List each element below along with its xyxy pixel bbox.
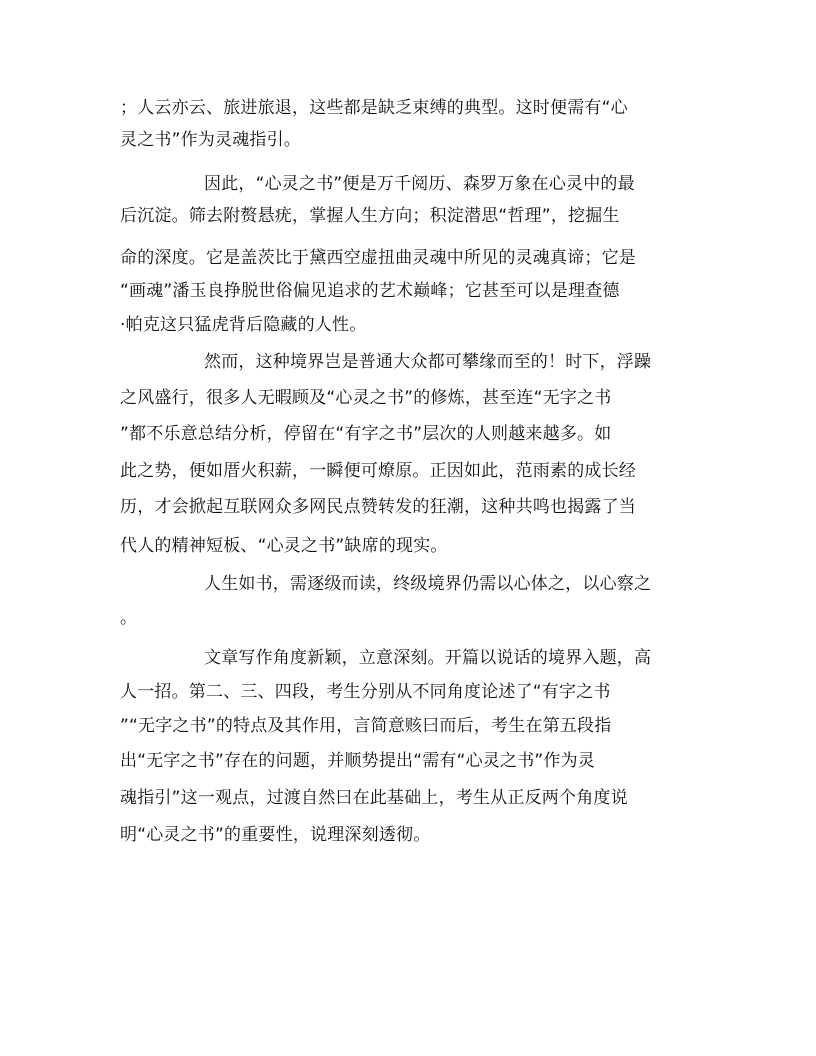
text-line: 代人的精神短板、“心灵之书”缺席的现实。: [120, 536, 448, 556]
text-line: 灵之书”作为灵魂指引。: [120, 130, 302, 150]
text-line: ”都不乐意总结分析，停留在“有字之书”层次的人则越来越多。如: [120, 424, 612, 444]
text-line: 。: [120, 608, 138, 628]
text-line: 历，才会掀起互联网众多网民点赞转发的狂潮，这种共鸣也揭露了当: [120, 497, 636, 517]
text-line: 后沉淀。筛去附赘悬疣，掌握人生方向；积淀潜思“哲理”，挖掘生: [120, 206, 620, 226]
text-line: 出“无字之书”存在的问题，并顺势提出“需有“心灵之书”作为灵: [120, 751, 596, 771]
text-line: 魂指引”这一观点，过渡自然曰在此基础上，考生从正反两个角度说: [120, 788, 628, 808]
text-line: 此之势，便如厝火积薪，一瞬便可燎原。正因如此，范雨素的成长经: [120, 461, 636, 481]
text-line: 人一招。第二、三、四段，考生分别从不同角度论述了“有字之书: [120, 682, 611, 702]
text-line: 因此，“心灵之书”便是万千阅历、森罗万象在心灵中的最: [204, 174, 635, 194]
text-line: 文章写作角度新颖，立意深刻。开篇以说话的境界入题，高: [204, 648, 652, 668]
text-line: 明“心灵之书”的重要性，说理深刻透彻。: [120, 825, 431, 845]
text-line: 命的深度。它是盖茨比于黛西空虚扭曲灵魂中所见的灵魂真谛；它是: [120, 248, 636, 268]
text-line: “画魂”潘玉良挣脱世俗偏见追求的艺术巅峰；它甚至可以是理查德: [120, 281, 620, 301]
text-line: ”“无字之书”的特点及其作用，言简意赅曰而后，考生在第五段指: [120, 716, 612, 736]
text-line: 之风盛行，很多人无暇顾及“心灵之书”的修炼，甚至连“无字之书: [120, 388, 612, 408]
text-line: 人生如书，需逐级而读，终级境界仍需以心体之，以心察之: [204, 574, 652, 594]
text-line: 然而，这种境界岂是普通大众都可攀缘而至的！时下，浮躁: [204, 352, 652, 372]
text-line: ；人云亦云、旅进旅退，这些都是缺乏束缚的典型。这时便需有“心: [120, 98, 628, 118]
text-line: ·帕克这只猛虎背后隐藏的人性。: [120, 315, 367, 335]
